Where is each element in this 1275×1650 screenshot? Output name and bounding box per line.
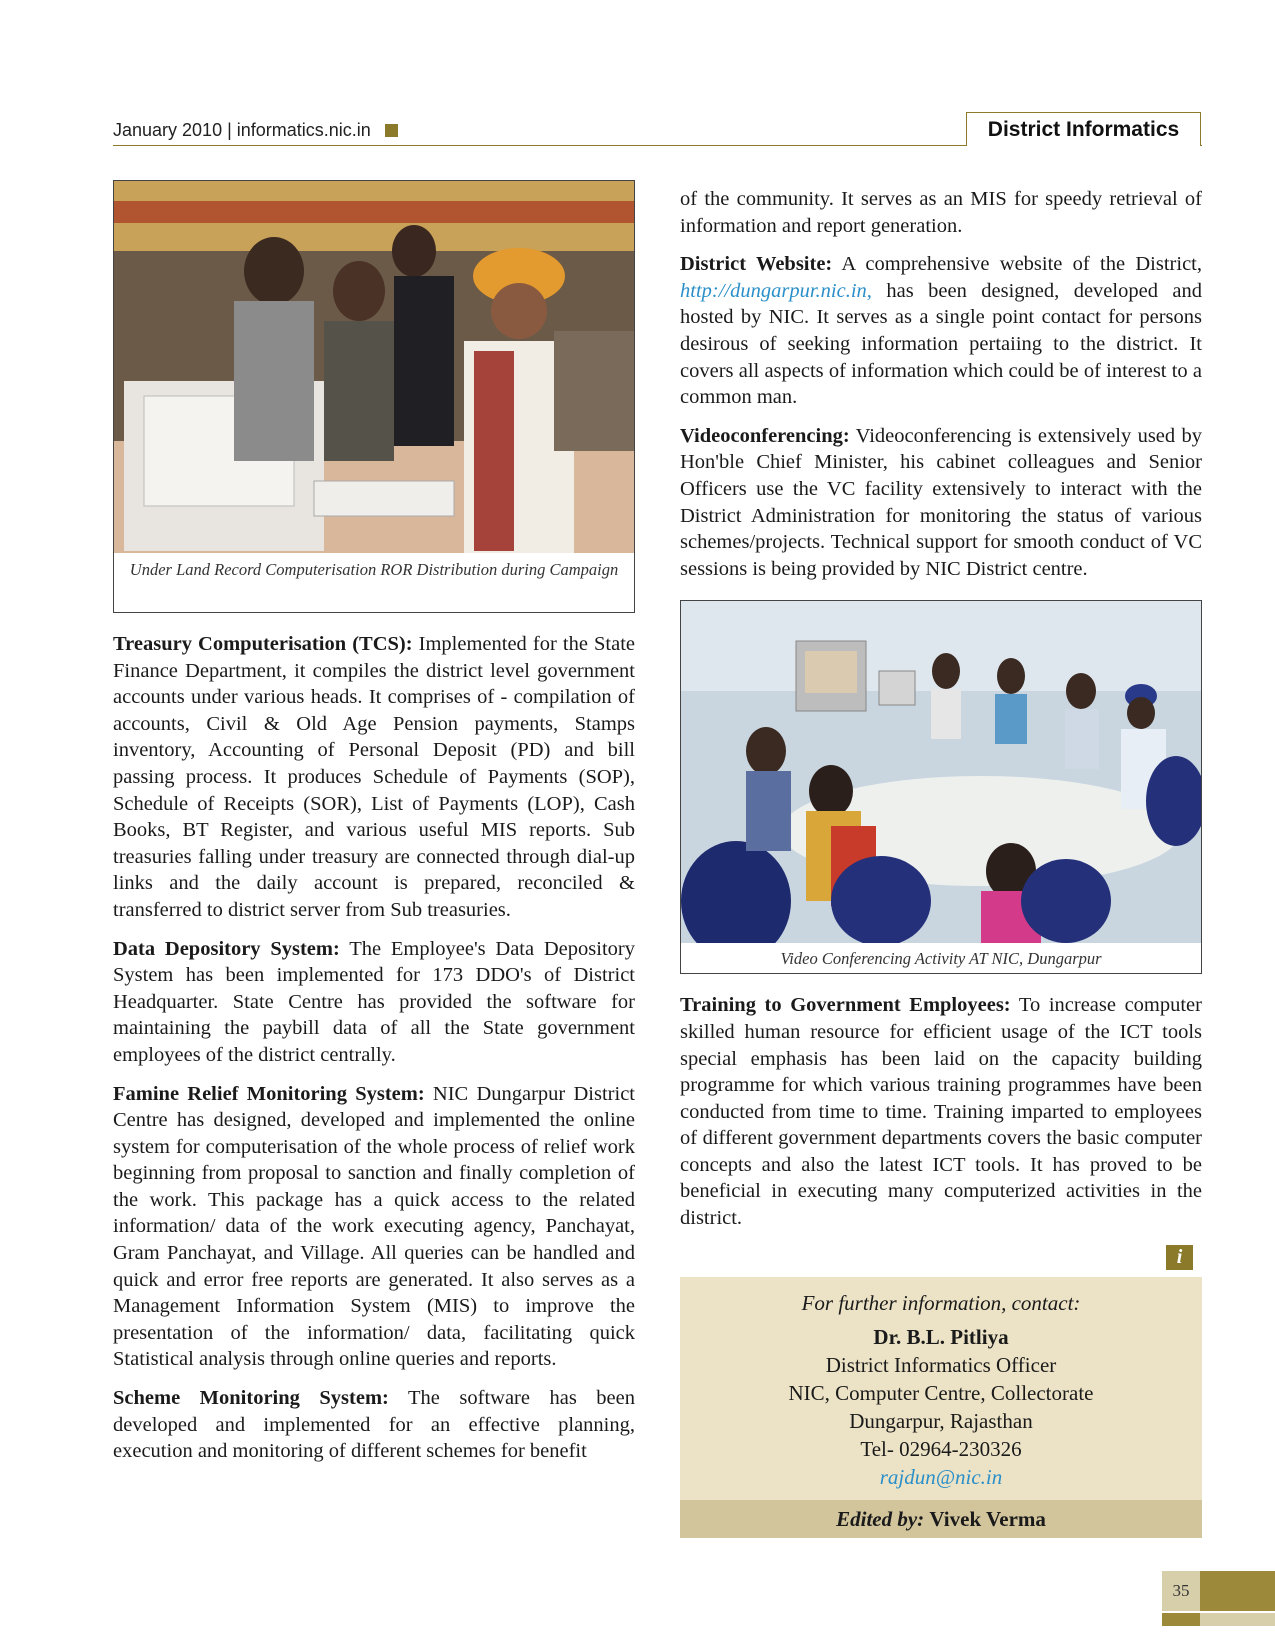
- continued-paragraph: of the community. It serves as an MIS for speedy retrieval of information and report generation.: [680, 188, 1202, 237]
- contact-place: Dungarpur, Rajasthan: [849, 1409, 1033, 1433]
- photo-figure-videoconferencing: [680, 600, 1202, 974]
- left-column: [113, 180, 635, 1465]
- contact-phone: Tel- 02964-230326: [860, 1437, 1022, 1461]
- website-text-post: has been designed, developed and hosted by NIC. It serves as a single point contact for persons desirous of seeking information pertaiing to the district. It covers all aspects of information which could be of interest to a common man.: [680, 279, 1202, 409]
- section-title: District Informatics: [966, 112, 1201, 146]
- photo-figure-land-records: [113, 180, 635, 613]
- training-paragraph: [680, 992, 1202, 1231]
- website-heading: District Website:: [680, 253, 833, 276]
- training-text: To increase computer skilled human resource for efficient usage of the ICT tools special emphasis has been laid on the capacity building programme for which various training programmes have been conducted from time to time. Training imparted to employees of different government departments covers the basic computer concepts and also the latest ICT tools. It has proved to be beneficial in executing many computerized activities in the district.: [680, 994, 1202, 1230]
- edited-by-bar: [680, 1500, 1202, 1538]
- editor-name: Vivek Verma: [929, 1507, 1046, 1531]
- videoconferencing-paragraph: [680, 423, 1202, 583]
- contact-organisation: NIC, Computer Centre, Collectorate: [788, 1381, 1094, 1405]
- website-paragraph: [680, 251, 1202, 411]
- photo-caption: Under Land Record Computerisation ROR Distribution during Campaign: [129, 560, 619, 579]
- dds-heading: Data Depository System:: [113, 937, 340, 960]
- vc-photo-caption: Video Conferencing Activity AT NIC, Dungarpur: [780, 949, 1102, 969]
- info-icon: i: [1166, 1245, 1193, 1270]
- footer-accent-bar-light: [1200, 1613, 1275, 1626]
- contact-title: District Informatics Officer: [825, 1353, 1057, 1377]
- edited-by-label: Edited by:: [836, 1507, 925, 1531]
- right-column: [680, 186, 1202, 1232]
- contact-box: [680, 1277, 1202, 1505]
- website-link[interactable]: http://dungarpur.nic.in,: [680, 279, 872, 302]
- tcs-paragraph: [113, 631, 635, 924]
- website-text-pre: A comprehensive website of the District,: [832, 253, 1202, 276]
- dds-text: The Employee's Data Depository System has been implemented for 173 DDO's of District Headquarter. State Centre has provided the software for maintaining the paybill data of all the State government employees of the district centrally.: [113, 937, 635, 1066]
- tcs-text: Implemented for the State Finance Department, it compiles the district level government accounts under various heads. It comprises of - compilation of accounts, Civil & Old Age Pension payments, Stamps inventory, Accounting of Personal Deposit (PD) and bill passing process. It produces Schedule of Payments (SOP), Schedule of Receipts (SOR), List of Payments (LOP), Cash Books, BT Register, and various useful MIS reports. Sub treasuries falling under treasury are connected through dial-up links and the daily account is prepared, reconciled & transferred to district server from Sub treasuries.: [113, 633, 636, 921]
- training-heading: Training to Government Employees:: [680, 994, 1011, 1017]
- header-issue-text: January 2010 | informatics.nic.in: [113, 120, 371, 140]
- famine-heading: Famine Relief Monitoring System:: [113, 1082, 425, 1105]
- famine-text: NIC Dungarpur District Centre has designed, developed and implemented the online system for computerisation of the whole process of relief work beginning from proposal to sanction and finally completion of the work. This package has a quick access to the related information/ data of the work executing agency, Panchayat, Gram Panchayat, and Village. All queries can be handled and quick and error free reports are generated. It also serves as a Management Information System (MIS) to improve the presentation of the information/ data, facilitating quick Statistical analysis through online queries and reports.: [113, 1082, 635, 1371]
- page-number: 35: [1162, 1571, 1200, 1611]
- scheme-paragraph: [113, 1385, 635, 1465]
- scheme-text: The software has been developed and implemented for an effective planning, execution and monitoring of different schemes for benefit: [113, 1387, 635, 1463]
- videoconferencing-heading: Videoconferencing:: [680, 424, 850, 447]
- footer-accent-bar-small: [1162, 1613, 1200, 1626]
- contact-email-link[interactable]: rajdun@nic.in: [879, 1465, 1003, 1489]
- footer-accent-bar: [1200, 1571, 1275, 1611]
- dds-paragraph: [113, 936, 635, 1069]
- contact-name: Dr. B.L. Pitliya: [873, 1325, 1009, 1349]
- famine-paragraph: [113, 1081, 635, 1374]
- scheme-heading: Scheme Monitoring System:: [113, 1387, 389, 1410]
- photo-vc-activity: [681, 601, 1201, 943]
- photo-ror-distribution: [114, 181, 634, 553]
- header-issue-info: [113, 120, 398, 141]
- tcs-heading: Treasury Computerisation (TCS):: [113, 633, 413, 655]
- header-square-icon: [385, 124, 398, 137]
- videoconferencing-text: Videoconferencing is extensively used by Hon'ble Chief Minister, his cabinet colleagues and Senior Officers use the VC facility extensively to interact with the District Administration for monitoring the status of various schemes/projects. Technical support for smooth conduct of VC sessions is being provided by NIC District centre.: [680, 424, 1202, 580]
- contact-heading: For further information, contact:: [801, 1291, 1081, 1315]
